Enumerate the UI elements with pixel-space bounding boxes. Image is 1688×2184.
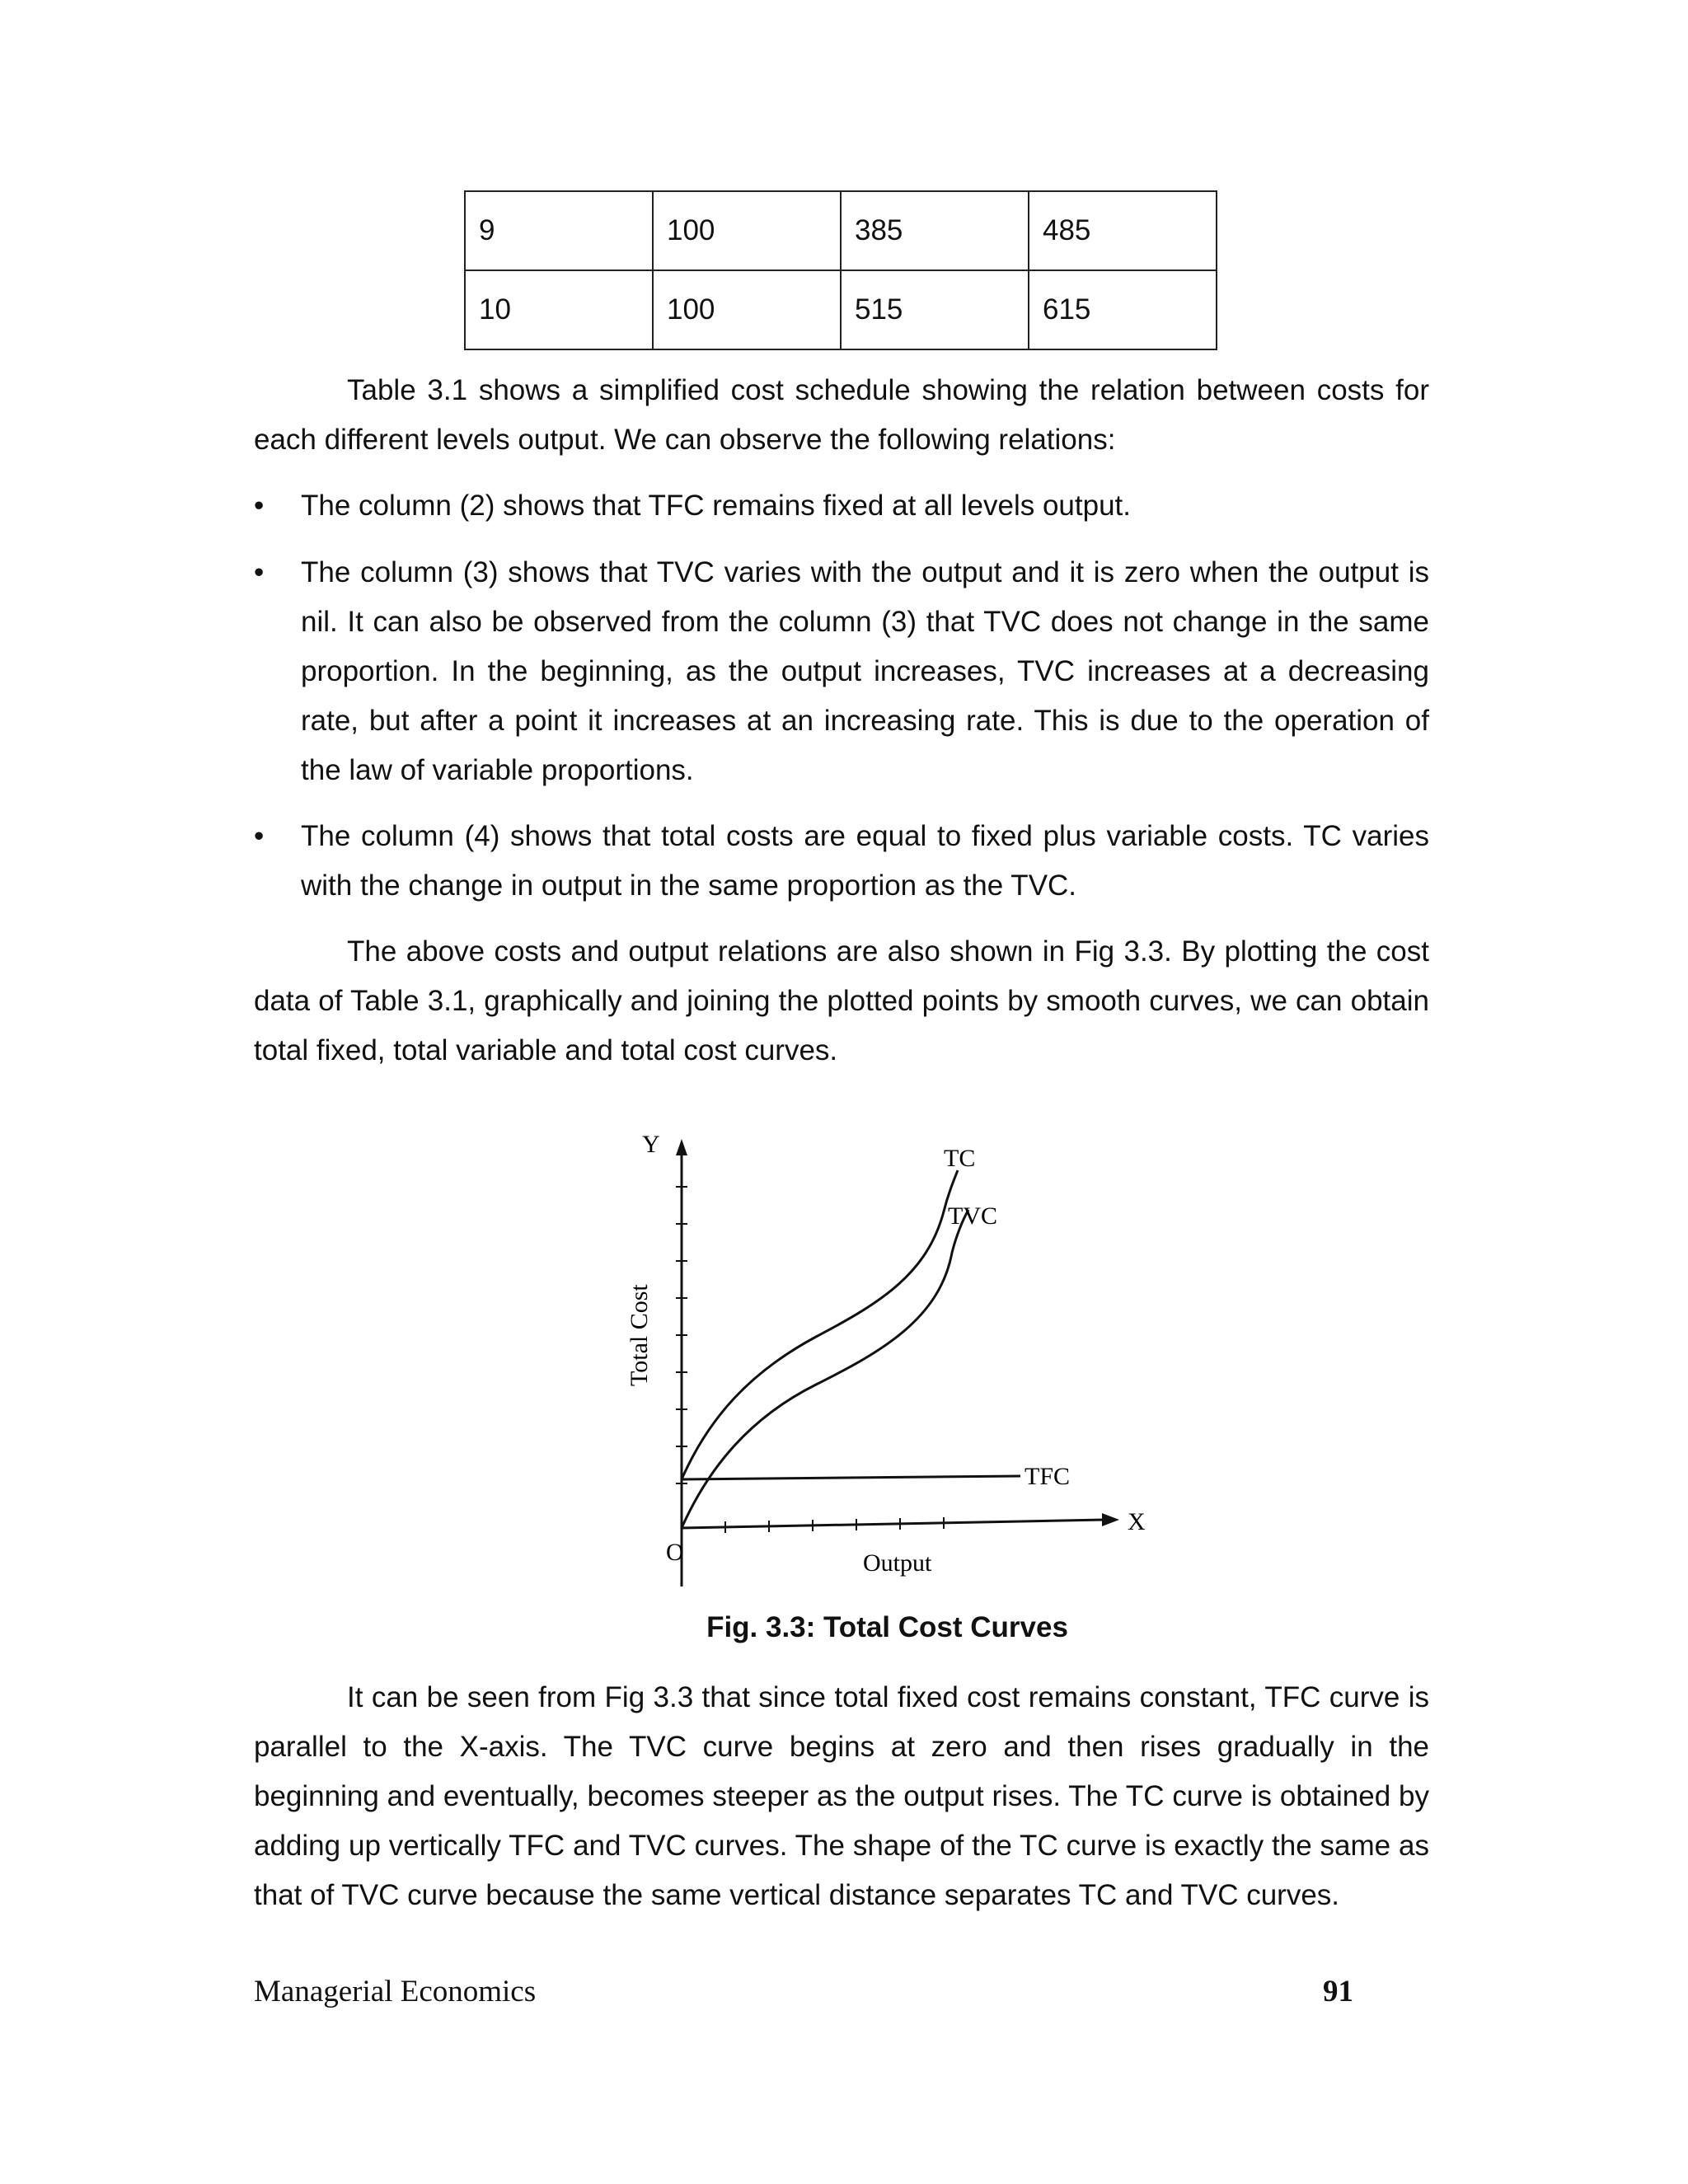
- bullet-dot: •: [254, 820, 265, 852]
- bullet-dot: •: [254, 490, 265, 522]
- tvc-label: TVC: [948, 1202, 997, 1230]
- x-axis-title: Output: [863, 1549, 932, 1577]
- footer-page-number: 91: [1323, 1975, 1353, 2008]
- table-cell: 485: [1029, 191, 1217, 270]
- origin-label: O: [666, 1539, 684, 1566]
- x-axis-letter: X: [1128, 1508, 1146, 1535]
- table-row: [465, 270, 1217, 349]
- intro-paragraph: Table 3.1 shows a simplified cost schedule showing the relation between costs for each different levels output. We can observe the following relations:: [254, 374, 1429, 456]
- tc-label: TC: [944, 1145, 976, 1172]
- x-axis-line: [682, 1520, 1104, 1528]
- table-cell: 10: [465, 270, 653, 349]
- bullet-item: [254, 481, 1429, 531]
- footer-book-title: Managerial Economics: [254, 1975, 537, 2008]
- bullet-text: The column (2) shows that TFC remains fixed at all levels output.: [301, 490, 1132, 522]
- bullet-text: The column (4) shows that total costs are equal to fixed plus variable costs. TC varies with the change in output in the same proportion as the TVC.: [301, 820, 1429, 902]
- y-axis-arrow: [676, 1139, 687, 1155]
- bullet-item: [254, 812, 1429, 911]
- x-axis-arrow: [1102, 1513, 1119, 1526]
- table-cell: 385: [841, 191, 1029, 270]
- tfc-label: TFC: [1025, 1463, 1071, 1490]
- table-cell: 615: [1029, 270, 1217, 349]
- figure-caption: Fig. 3.3: Total Cost Curves: [706, 1611, 1068, 1643]
- bullet-text: The column (3) shows that TVC varies with the output and it is zero when the output is nil. It can also be observed from the column (3) that TVC does not change in the same proportion. In the beginning, as the output increases, TVC increases at a decreasing rate, but after a point it increases at an increasing rate. This is due to the operation of the law of variable proportions.: [301, 556, 1429, 786]
- table-cell: 515: [841, 270, 1029, 349]
- total-cost-curves-figure: [610, 1121, 1154, 1591]
- table-row: [465, 191, 1217, 270]
- y-axis-title: Total Cost: [626, 1284, 653, 1386]
- table-cell: 100: [653, 191, 841, 270]
- tfc-curve: [682, 1476, 1020, 1479]
- cost-schedule-table: [464, 190, 1217, 350]
- y-axis-letter: Y: [642, 1131, 660, 1158]
- bullet-dot: •: [254, 556, 265, 588]
- conclusion-paragraph: It can be seen from Fig 3.3 that since total fixed cost remains constant, TFC curve is parallel to the X-axis. The TVC curve begins at zero and then rises gradually in the beginning and eventually, becomes steeper as the output rises. The TC curve is obtained by adding up vertically TFC and TVC curves. The shape of the TC curve is exactly the same as that of TVC curve because the same vertical distance separates TC and TVC curves.: [254, 1681, 1429, 1911]
- tc-curve: [682, 1170, 958, 1479]
- table-cell: 100: [653, 270, 841, 349]
- tvc-curve: [682, 1210, 968, 1528]
- bullet-item: [254, 548, 1429, 795]
- table-cell: 9: [465, 191, 653, 270]
- figure-intro-paragraph: The above costs and output relations are also shown in Fig 3.3. By plotting the cost data of Table 3.1, graphically and joining the plotted points by smooth curves, we can obtain total fixed, total variable and total cost curves.: [254, 935, 1429, 1066]
